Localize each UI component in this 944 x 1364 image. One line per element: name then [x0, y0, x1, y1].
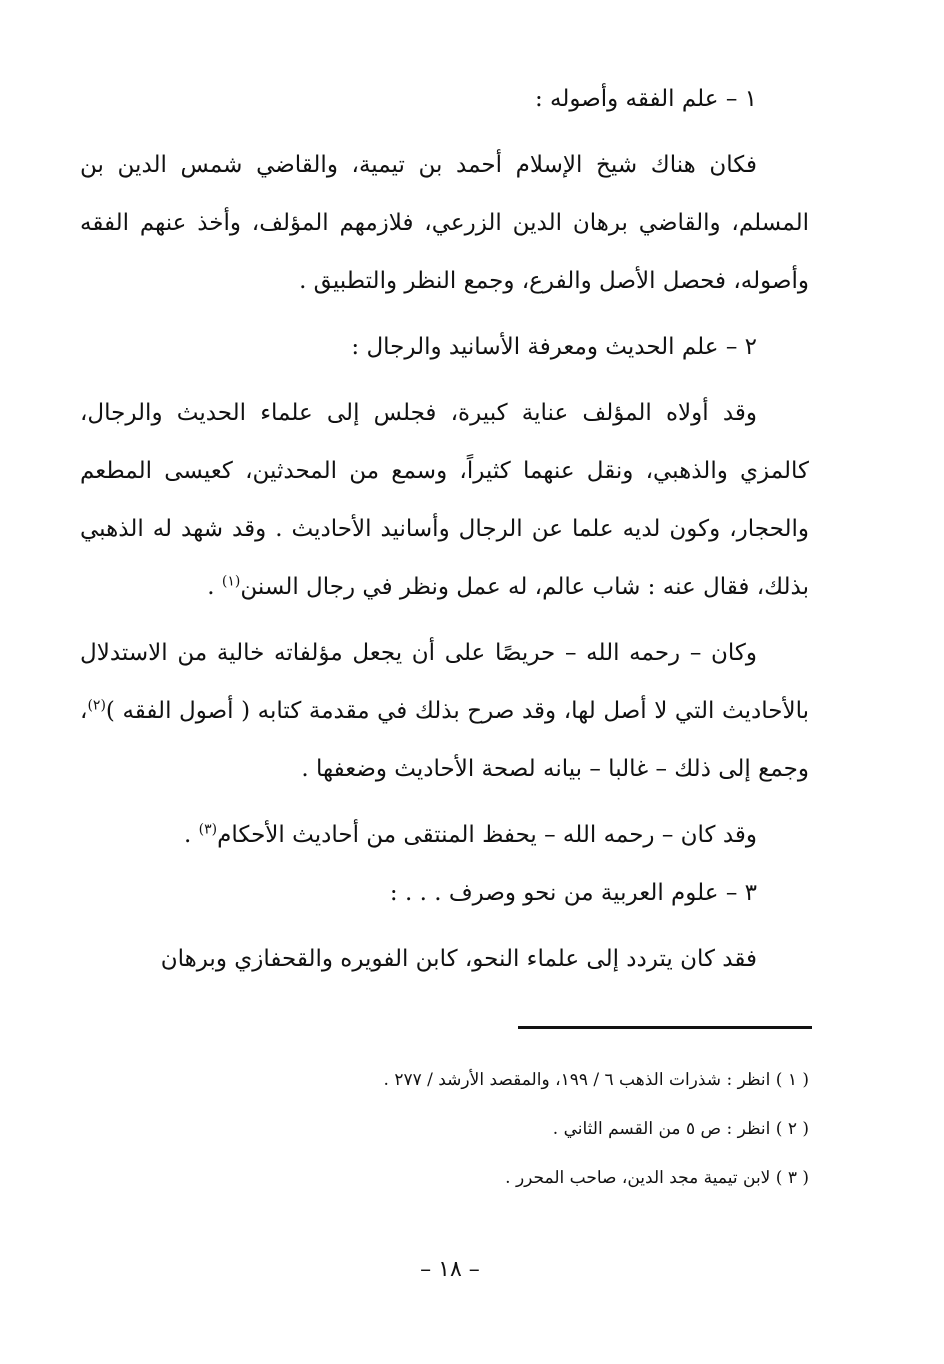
paragraph-text: وقد أولاه المؤلف عناية كبيرة، فجلس إلى علماء الحديث والرجال، كالمزي والذهبي، ونقل عنهما كثيراً، وسمع من المحدثين، كعيسى المطعم والحجار، وكون لديه علما عن الرجال وأسانيد الأحاديث . وقد شهد له الذهبي بذلك، فقال عنه : شاب عالم، له عمل ونظر في رجال السنن [80, 400, 809, 600]
paragraph-fiqh-teachers: فكان هناك شيخ الإسلام أحمد بن تيمية، والقاضي شمس الدين بن المسلم، والقاضي برهان الدين الزرعي، فلازمهم المؤلف، وأخذ عنهم الفقه وأصوله، فحصل الأصل والفرع، وجمع النظر والتطبيق . [80, 152, 809, 294]
paragraph-end: . [207, 574, 222, 600]
paragraph-grammar-teachers: فقد كان يتردد إلى علماء النحو، كابن الفويره والقحفازي وبرهان [160, 946, 757, 972]
paragraph-text: وكان – رحمه الله – حريصًا على أن يجعل مؤلفاته خالية من الاستدلال بالأحاديث التي لا أصل لها، وقد صرح بذلك في مقدمة كتابه ( أصول الفقه ) [80, 640, 809, 724]
section-heading-arabic-sciences: ٣ – علوم العربية من نحو وصرف . . . : [389, 880, 757, 906]
spacer [80, 798, 809, 806]
paragraph-end: . [184, 822, 199, 848]
paragraph-hadith-teachers [80, 384, 809, 616]
spacer [80, 616, 809, 624]
paragraph-text-continued: ، وجمع إلى ذلك – غالبا – بيانه لصحة الأحاديث وضعفها . [80, 698, 809, 782]
footnote-divider [518, 1026, 812, 1029]
main-text [80, 70, 809, 988]
section-heading-fiqh: ١ – علم الفقه وأصوله : [534, 86, 757, 112]
paragraph-hadith-authenticity [80, 624, 809, 798]
spacer [80, 310, 809, 318]
footnote-ref-1: (١) [221, 573, 241, 590]
footnote-1: ( ١ ) انظر : شذرات الذهب ٦ / ١٩٩، والمقصد الأرشد / ٢٧٧ . [383, 1070, 809, 1090]
footnote-ref-3: (٣) [198, 821, 218, 838]
page-number: – ١٨ – [420, 1257, 480, 1282]
spacer [80, 376, 809, 384]
section-heading-hadith: ٢ – علم الحديث ومعرفة الأسانيد والرجال : [351, 334, 757, 360]
footnotes [150, 1056, 809, 1203]
footnote-3: ( ٣ ) لابن تيمية مجد الدين، صاحب المحرر . [505, 1168, 809, 1188]
spacer [80, 128, 809, 136]
footnote-2: ( ٢ ) انظر : ص ٥ من القسم الثاني . [552, 1119, 809, 1139]
paragraph-muntaqa [80, 806, 809, 864]
paragraph-text: وقد كان – رحمه الله – يحفظ المنتقى من أحاديث الأحكام [217, 822, 757, 848]
spacer [80, 922, 809, 930]
footnote-ref-2: (٢) [87, 697, 106, 714]
